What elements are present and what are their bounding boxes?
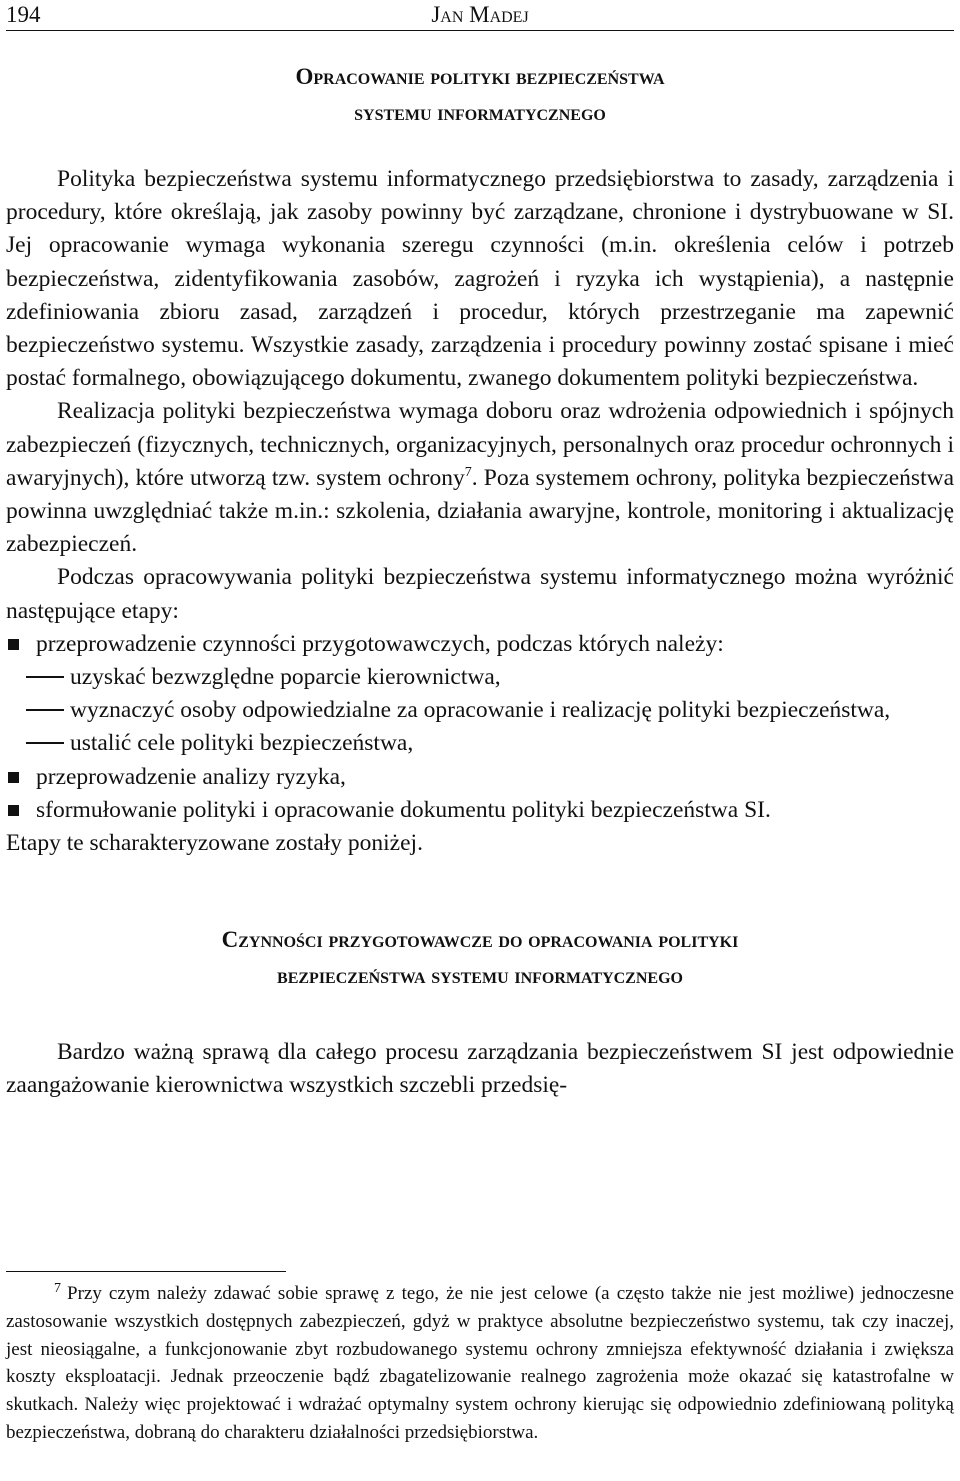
paragraph-1: Polityka bezpieczeństwa systemu informatycznego przedsiębiorstwa to zasady, zarządzenia i procedury, które określają, jak zasoby powinny być zarządzane, chronione i dystrybuowane w SI. Jej opracowanie wymaga wykonania szeregu czynności (m.in. określenia celów i potrzeb bezpieczeństwa, zidentyfikowania zasobów, zagrożeń i ryzyka ich wystąpienia), a następnie zdefiniowania zbioru zasad, zarządzeń i procedur, których przestrzeganie ma zapewnić bezpieczeństwo systemu. Wszystkie zasady, zarządzenia i procedury powinny zostać spisane i mieć postać formalnego, obowiązującego dokumentu, zwanego dokumentem polityki bezpieczeństwa. [6,166,954,392]
sub-list-item [6,661,954,694]
sub-list-item-label: uzyskać bezwzględne poparcie kierownictwa, [70,664,501,691]
page-number: 194 [6,2,41,27]
list-item [6,794,954,827]
footnote-ref: 7 [464,465,472,480]
sub-list-item-label: ustalić cele polityki bezpieczeństwa, [70,730,414,757]
stages-list-continued [6,761,954,827]
paragraph-2-text-b: . Poza systemem ochrony, polityka bezpieczeństwa powinna uwzględniać także m.in.: szkolenia, działania awaryjne, kontrole, monitoring i aktualizację zabezpieczeń. [6,464,954,558]
section-heading-2-line1: Czynności przygotowawcze do opracowania polityki [221,927,739,953]
paragraph-3: Podczas opracowywania polityki bezpieczeństwa systemu informatycznego można wyróżnić następujące etapy: [6,564,954,624]
square-bullet-icon [8,639,19,650]
substeps-list [6,661,954,761]
list-item-label: przeprowadzenie analizy ryzyka, [36,763,346,790]
square-bullet-icon [8,805,19,816]
paragraph-4: Bardzo ważną sprawą dla całego procesu zarządzania bezpieczeństwem SI jest odpowiednie zaangażowanie kierownictwa wszystkich szczebli przedsię- [6,1039,954,1099]
section-heading-line2: systemu informatycznego [354,100,606,125]
book-page [6,0,954,1443]
section-heading-line1: Opracowanie polityki bezpieczeństwa [295,64,665,89]
list-item [6,761,954,794]
paragraph-2-text-a: Realizacja polityki bezpieczeństwa wymaga doboru oraz wdrożenia odpowiednich i spójnych zabezpieczeń (fizycznych, technicznych, organizacyjnych, personalnych oraz procedur ochronnych i awaryjnych), które utworzą tzw. system ochrony [6,398,954,491]
page-header [6,0,954,31]
sub-list-item-label: wyznaczyć osoby odpowiedzialne za opracowanie i realizację polityki bezpieczeństwa, [70,697,891,724]
sub-list-item [6,694,954,727]
footnote-text: Przy czym należy zdawać sobie sprawę z tego, że nie jest celowe (a często także nie jest możliwe) jednoczesne zastosowanie wszystkich dostępnych zabezpieczeń, gdyż w praktyce absolutne bezpieczeństwo systemu, tak czy inaczej, jest nieosiągalne, a funkcjonowanie zbyt rozbudowanego systemu ochrony zmniejsza efektywność działania i zwiększa koszty eksploatacji. Jednak przeoczenie bądź zbagatelizowanie realnego zagrożenia może okazać się katastrofalne w skutkach. Należy więc projektować i wdrażać optymalny system ochrony kierując się odpowiednio zdefiniowaną polityką bezpieczeństwa, dobraną do charakteru działalności przedsiębiorstwa. [6,1283,954,1443]
dash-bullet-icon [26,676,64,678]
dash-bullet-icon [26,709,64,711]
footnote-number: 7 [54,1280,61,1296]
dash-bullet-icon [26,742,64,744]
list-item [6,628,954,661]
paragraph-2 [6,395,954,561]
list-item-label: przeprowadzenie czynności przygotowawczych, podczas których należy: [36,630,724,657]
paragraph-after-list: Etapy te scharakteryzowane zostały poniżej. [6,830,423,857]
section-heading-2 [6,922,954,994]
sub-list-item [6,727,954,760]
stages-list [6,628,954,661]
section-heading [6,59,954,131]
footnote-divider [6,1271,286,1272]
list-item-label: sformułowanie polityki i opracowanie dokumentu polityki bezpieczeństwa SI. [36,796,771,823]
running-head: Jan Madej [431,2,529,27]
footnote [6,1280,954,1447]
square-bullet-icon [8,772,19,783]
section-heading-2-line2: bezpieczeństwa systemu informatycznego [277,963,683,989]
